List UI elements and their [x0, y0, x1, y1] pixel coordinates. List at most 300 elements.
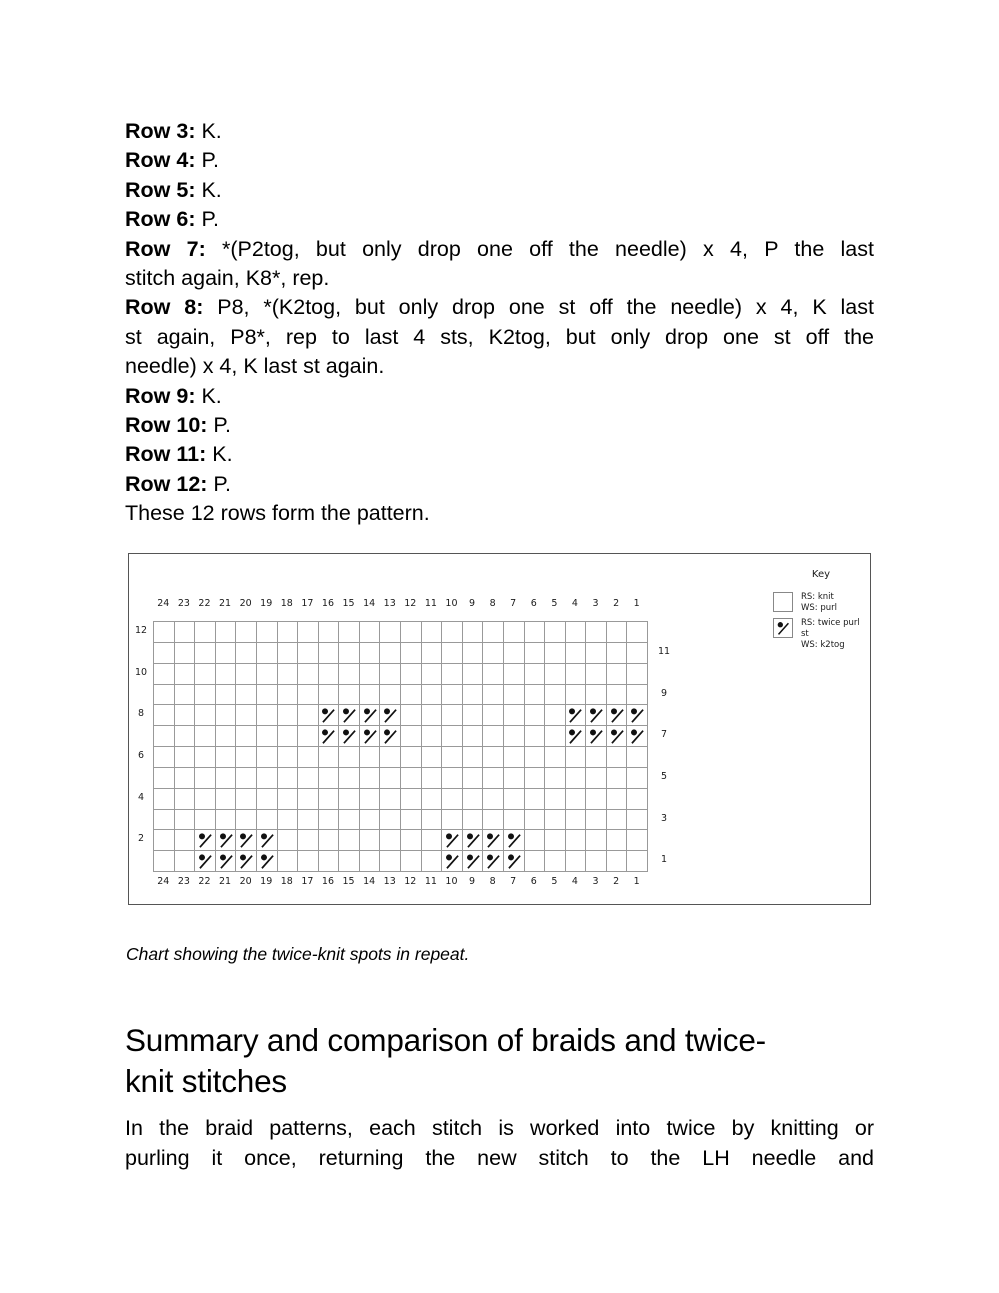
chart-cell	[566, 830, 587, 851]
column-label: 21	[218, 598, 232, 609]
chart-cell	[298, 789, 319, 810]
twice-purl-stitch-icon	[443, 852, 461, 870]
chart-cell	[319, 643, 340, 664]
chart-row-label-right: 7	[660, 729, 668, 741]
chart-cell	[401, 851, 422, 872]
chart-cell	[319, 830, 340, 851]
chart-cell	[586, 643, 607, 664]
chart-cell	[339, 705, 360, 726]
body-paragraph	[125, 1114, 874, 1173]
chart-cell	[401, 622, 422, 643]
chart-cell	[257, 705, 278, 726]
chart-cell	[463, 747, 484, 768]
chart-cell	[380, 810, 401, 831]
chart-cell	[504, 622, 525, 643]
chart-cell	[545, 622, 566, 643]
twice-purl-stitch-icon	[258, 852, 276, 870]
chart-cell	[319, 810, 340, 831]
row-label: Row 4:	[125, 148, 196, 173]
chart-cell	[483, 664, 504, 685]
chart-cell	[525, 851, 546, 872]
chart-cell	[525, 664, 546, 685]
chart-cell	[627, 810, 648, 831]
chart-cell	[319, 768, 340, 789]
column-label: 12	[404, 876, 417, 887]
chart-cell	[278, 851, 299, 872]
chart-cell	[195, 705, 216, 726]
chart-cell	[236, 726, 257, 747]
chart-row-label-right: 11	[657, 645, 671, 657]
chart-cell	[154, 726, 175, 747]
chart-cell	[566, 747, 587, 768]
chart-cell	[278, 830, 299, 851]
column-label: 13	[383, 876, 396, 887]
chart-cell	[483, 643, 504, 664]
chart-cell	[278, 768, 299, 789]
column-label: 1	[633, 598, 640, 609]
twice-purl-stitch-icon	[505, 831, 523, 849]
chart-cell	[216, 830, 237, 851]
chart-cell	[319, 622, 340, 643]
column-label: 8	[489, 876, 496, 887]
chart-cell	[380, 664, 401, 685]
chart-cell	[463, 768, 484, 789]
column-label: 17	[301, 876, 314, 887]
twice-purl-stitch-icon	[464, 831, 482, 849]
chart-cell	[401, 643, 422, 664]
chart-cell	[463, 685, 484, 706]
column-label: 10	[445, 876, 458, 887]
chart-cell	[504, 810, 525, 831]
chart-row-label-left: 4	[137, 791, 145, 803]
chart-cell	[442, 747, 463, 768]
chart-cell	[627, 726, 648, 747]
chart-cell	[360, 726, 381, 747]
key-entry	[773, 592, 837, 614]
chart-cell	[319, 685, 340, 706]
chart-cell	[360, 851, 381, 872]
chart-cell	[627, 789, 648, 810]
chart-cell	[545, 789, 566, 810]
chart-cell	[627, 747, 648, 768]
body-text-line: In the braid patterns, each stitch is worked into twice by knitting or	[125, 1116, 874, 1140]
chart-cell	[195, 830, 216, 851]
instruction-line: Row 3: K.	[125, 119, 222, 143]
chart-cell	[607, 622, 628, 643]
column-label: 4	[571, 598, 578, 609]
chart-cell	[298, 851, 319, 872]
chart-cell	[483, 789, 504, 810]
chart-cell	[195, 747, 216, 768]
chart-cell	[175, 851, 196, 872]
chart-cell	[545, 810, 566, 831]
chart-cell	[586, 622, 607, 643]
column-label: 6	[530, 876, 537, 887]
row-label: Row 9:	[125, 383, 196, 408]
chart-cell	[607, 851, 628, 872]
chart-cell	[278, 726, 299, 747]
chart-cell	[504, 851, 525, 872]
key-entry-label: RS: twice purl st WS: k2tog	[801, 618, 860, 650]
chart-cell	[360, 622, 381, 643]
column-label: 18	[280, 876, 293, 887]
chart-cell	[298, 747, 319, 768]
chart-row-label-left: 2	[137, 833, 145, 845]
twice-purl-stitch-icon	[566, 727, 584, 745]
twice-purl-stitch-icon	[484, 852, 502, 870]
chart-grid	[153, 621, 648, 872]
heading-line: Summary and comparison of braids and twice-	[125, 1022, 766, 1059]
column-label: 19	[260, 598, 273, 609]
chart-cell	[504, 685, 525, 706]
chart-cell	[298, 664, 319, 685]
chart-cell	[339, 830, 360, 851]
chart-cell	[298, 768, 319, 789]
chart-cell	[525, 705, 546, 726]
chart-cell	[607, 789, 628, 810]
chart-cell	[236, 747, 257, 768]
chart-cell	[216, 810, 237, 831]
twice-purl-stitch-icon	[196, 852, 214, 870]
column-label: 12	[404, 598, 417, 609]
chart-cell	[586, 705, 607, 726]
chart-cell	[545, 664, 566, 685]
instruction-line: Row 6: P.	[125, 207, 219, 232]
chart-cell	[525, 622, 546, 643]
chart-cell	[627, 851, 648, 872]
chart-cell	[195, 789, 216, 810]
twice-purl-stitch-icon	[608, 706, 626, 724]
chart-cell	[216, 726, 237, 747]
knitting-chart	[128, 553, 871, 905]
instruction-line: Row 4: P.	[125, 148, 219, 173]
chart-cell	[607, 768, 628, 789]
column-label: 10	[445, 598, 458, 609]
chart-cell	[216, 789, 237, 810]
chart-cell	[463, 664, 484, 685]
column-label: 23	[177, 598, 190, 609]
chart-cell	[401, 830, 422, 851]
instruction-line: Row 12: P.	[125, 471, 231, 496]
chart-cell	[566, 705, 587, 726]
chart-cell	[627, 643, 648, 664]
chart-cell	[442, 789, 463, 810]
chart-row-label-right: 1	[660, 854, 668, 866]
chart-cell	[545, 768, 566, 789]
chart-cell	[236, 622, 257, 643]
row-label: Row 11:	[125, 442, 207, 467]
chart-cell	[360, 789, 381, 810]
chart-cell	[442, 810, 463, 831]
chart-cell	[545, 726, 566, 747]
chart-cell	[422, 768, 443, 789]
figure-caption: Chart showing the twice-knit spots in repeat.	[126, 943, 470, 964]
chart-cell	[216, 747, 237, 768]
chart-cell	[175, 810, 196, 831]
chart-cell	[586, 685, 607, 706]
chart-cell	[525, 768, 546, 789]
chart-row-label-left: 6	[137, 750, 145, 761]
chart-cell	[216, 768, 237, 789]
column-label: 9	[469, 876, 476, 887]
chart-cell	[154, 643, 175, 664]
chart-cell	[319, 747, 340, 768]
chart-cell	[339, 726, 360, 747]
chart-cell	[545, 705, 566, 726]
chart-cell	[607, 726, 628, 747]
instruction-line: Row 9: K.	[125, 383, 222, 408]
chart-cell	[483, 768, 504, 789]
column-label: 7	[510, 598, 517, 609]
row-label: Row 6:	[125, 207, 196, 232]
chart-cell	[627, 622, 648, 643]
twice-purl-stitch-icon	[217, 831, 235, 849]
chart-cell	[463, 830, 484, 851]
chart-cell	[278, 789, 299, 810]
chart-cell	[319, 705, 340, 726]
chart-cell	[298, 685, 319, 706]
chart-cell	[154, 747, 175, 768]
chart-cell	[236, 851, 257, 872]
chart-cell	[154, 664, 175, 685]
column-label: 15	[342, 876, 355, 887]
twice-purl-stitch-icon	[361, 727, 379, 745]
chart-cell	[483, 851, 504, 872]
chart-cell	[360, 810, 381, 831]
chart-cell	[422, 810, 443, 831]
column-label: 5	[551, 876, 558, 887]
chart-row-label-left: 10	[134, 666, 148, 678]
chart-cell	[463, 726, 484, 747]
chart-cell	[504, 830, 525, 851]
chart-cell	[195, 851, 216, 872]
pattern-instructions	[125, 117, 874, 529]
chart-cell	[236, 830, 257, 851]
chart-cell	[607, 747, 628, 768]
column-label: 11	[424, 876, 437, 887]
twice-purl-stitch-icon	[464, 852, 482, 870]
chart-cell	[566, 622, 587, 643]
chart-cell	[586, 789, 607, 810]
chart-cell	[401, 664, 422, 685]
chart-cell	[442, 851, 463, 872]
chart-cell	[257, 726, 278, 747]
instruction-line: Row 10: P.	[125, 413, 231, 438]
chart-cell	[401, 810, 422, 831]
column-label: 24	[157, 876, 170, 887]
chart-row-label-right: 5	[660, 770, 668, 782]
chart-cell	[566, 685, 587, 706]
chart-cell	[175, 705, 196, 726]
chart-cell	[380, 789, 401, 810]
chart-cell	[360, 705, 381, 726]
chart-cell	[257, 685, 278, 706]
row-label: Row 3:	[125, 119, 196, 143]
chart-cell	[360, 685, 381, 706]
chart-cell	[504, 726, 525, 747]
chart-cell	[380, 851, 401, 872]
column-label: 6	[530, 598, 537, 609]
chart-cell	[627, 768, 648, 789]
chart-cell	[175, 685, 196, 706]
chart-cell	[525, 747, 546, 768]
twice-purl-stitch-icon	[566, 706, 584, 724]
chart-cell	[175, 830, 196, 851]
chart-cell	[566, 726, 587, 747]
chart-cell	[586, 664, 607, 685]
twice-purl-stitch-icon	[340, 727, 358, 745]
chart-cell	[607, 685, 628, 706]
chart-cell	[463, 851, 484, 872]
chart-cell	[319, 726, 340, 747]
chart-cell	[319, 664, 340, 685]
instruction-line: These 12 rows form the pattern.	[125, 501, 430, 526]
column-label: 2	[613, 876, 620, 887]
twice-purl-stitch-icon	[361, 706, 379, 724]
chart-cell	[216, 664, 237, 685]
twice-purl-stitch-icon	[217, 852, 235, 870]
chart-cell	[627, 830, 648, 851]
chart-cell	[339, 685, 360, 706]
chart-cell	[195, 664, 216, 685]
chart-cell	[422, 789, 443, 810]
twice-purl-stitch-icon	[319, 706, 337, 724]
column-label: 4	[571, 876, 578, 887]
chart-cell	[463, 643, 484, 664]
chart-cell	[278, 622, 299, 643]
chart-row-label-right: 9	[660, 687, 668, 699]
chart-cell	[586, 810, 607, 831]
chart-cell	[319, 851, 340, 872]
row-label: Row 12:	[125, 471, 208, 496]
twice-purl-stitch-icon	[443, 831, 461, 849]
chart-cell	[504, 643, 525, 664]
chart-cell	[422, 685, 443, 706]
chart-cell	[401, 685, 422, 706]
column-label: 15	[342, 598, 355, 609]
column-label: 8	[489, 598, 496, 609]
chart-cell	[483, 726, 504, 747]
chart-cell	[298, 810, 319, 831]
chart-cell	[380, 685, 401, 706]
chart-cell	[566, 851, 587, 872]
chart-column-labels-bottom	[153, 876, 647, 890]
chart-cell	[175, 664, 196, 685]
chart-cell	[627, 685, 648, 706]
key-entry	[773, 618, 870, 651]
chart-cell	[257, 747, 278, 768]
chart-cell	[504, 789, 525, 810]
chart-cell	[195, 810, 216, 831]
column-label: 3	[592, 876, 599, 887]
twice-purl-stitch-icon	[505, 852, 523, 870]
column-label: 3	[592, 598, 599, 609]
twice-purl-stitch-icon	[587, 706, 605, 724]
chart-cell	[298, 643, 319, 664]
row-label: Row 5:	[125, 177, 196, 202]
chart-cell	[483, 705, 504, 726]
chart-cell	[483, 622, 504, 643]
chart-cell	[504, 747, 525, 768]
chart-cell	[442, 643, 463, 664]
chart-cell	[401, 726, 422, 747]
chart-cell	[360, 664, 381, 685]
column-label: 24	[157, 598, 170, 609]
twice-purl-stitch-icon	[340, 706, 358, 724]
chart-cell	[216, 685, 237, 706]
chart-cell	[257, 830, 278, 851]
row-label: Row 10:	[125, 413, 208, 438]
chart-row-label-left: 8	[137, 708, 145, 720]
chart-cell	[586, 851, 607, 872]
heading-line: knit stitches	[125, 1063, 287, 1100]
chart-cell	[442, 664, 463, 685]
twice-purl-stitch-icon	[237, 831, 255, 849]
chart-cell	[401, 705, 422, 726]
chart-cell	[339, 664, 360, 685]
twice-purl-stitch-icon	[319, 727, 337, 745]
chart-cell	[442, 768, 463, 789]
twice-purl-stitch-icon	[381, 727, 399, 745]
chart-cell	[401, 789, 422, 810]
chart-cell	[319, 789, 340, 810]
twice-purl-stitch-icon	[628, 727, 646, 745]
chart-cell	[380, 726, 401, 747]
chart-cell	[236, 789, 257, 810]
chart-cell	[278, 705, 299, 726]
chart-cell	[360, 830, 381, 851]
chart-cell	[195, 643, 216, 664]
instruction-line: Row 7: *(P2tog, but only drop one off the needle) x 4, P the last	[125, 236, 874, 261]
chart-cell	[422, 643, 443, 664]
chart-key-title: Key	[811, 569, 831, 580]
chart-cell	[463, 810, 484, 831]
chart-cell	[339, 643, 360, 664]
key-swatch-blank	[773, 592, 793, 612]
chart-cell	[463, 705, 484, 726]
chart-cell	[195, 622, 216, 643]
chart-cell	[627, 664, 648, 685]
chart-cell	[154, 830, 175, 851]
chart-cell	[175, 747, 196, 768]
column-label: 11	[424, 598, 437, 609]
chart-cell	[504, 664, 525, 685]
column-label: 17	[301, 598, 314, 609]
column-label: 21	[218, 876, 232, 887]
column-label: 20	[239, 598, 252, 609]
chart-cell	[422, 664, 443, 685]
chart-cell	[380, 768, 401, 789]
chart-cell	[216, 622, 237, 643]
column-label: 23	[177, 876, 190, 887]
chart-cell	[422, 622, 443, 643]
chart-cell	[607, 830, 628, 851]
chart-cell	[257, 664, 278, 685]
chart-cell	[380, 705, 401, 726]
chart-cell	[483, 810, 504, 831]
chart-cell	[566, 664, 587, 685]
chart-cell	[154, 622, 175, 643]
chart-cell	[154, 810, 175, 831]
column-label: 20	[239, 876, 252, 887]
chart-cell	[298, 830, 319, 851]
chart-cell	[195, 685, 216, 706]
chart-cell	[525, 830, 546, 851]
chart-cell	[586, 726, 607, 747]
chart-cell	[257, 768, 278, 789]
twice-purl-stitch-icon	[196, 831, 214, 849]
chart-cell	[154, 705, 175, 726]
